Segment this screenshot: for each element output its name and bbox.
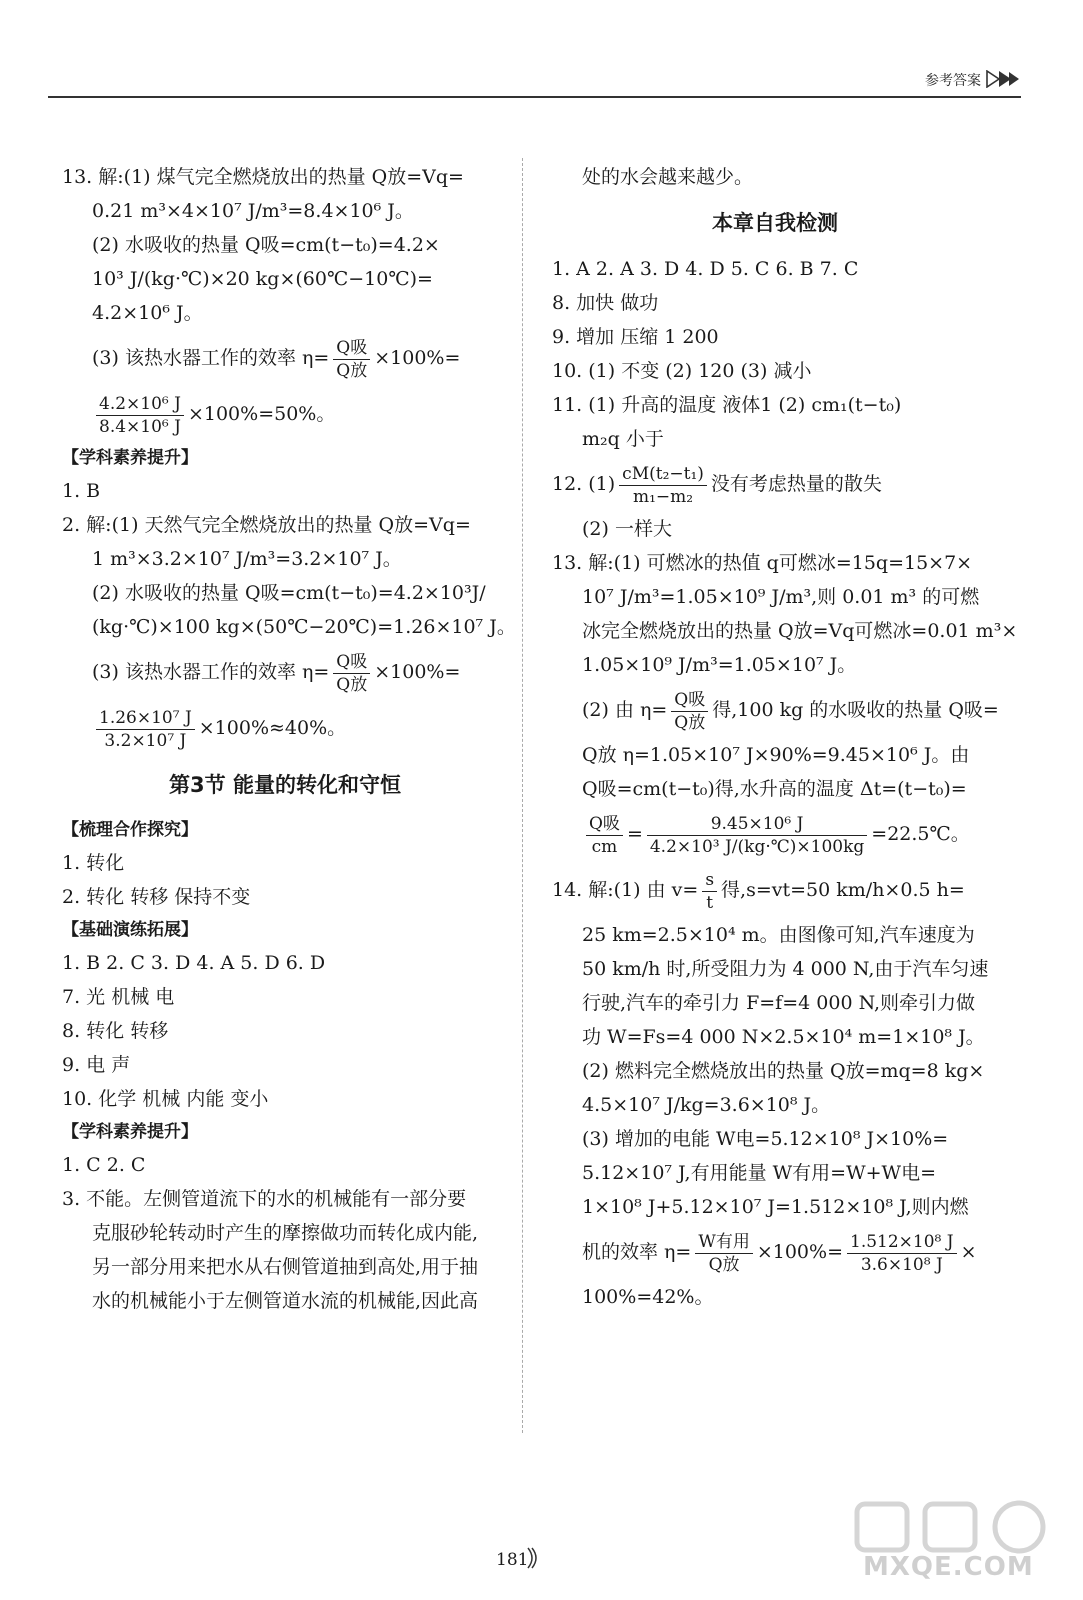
text-line: 克服砂轮转动时产生的摩擦做功而转化成内能,	[92, 1222, 479, 1244]
text-line: 25 km=2.5×10⁴ m。由图像可知,汽车速度为	[582, 924, 975, 946]
text-line: 10. 化学 机械 内能 变小	[62, 1088, 269, 1110]
denominator: Q放	[708, 1254, 740, 1275]
formula-text: (3) 该热水器工作的效率 η=	[92, 661, 330, 683]
fraction	[96, 393, 184, 438]
formula-line	[552, 862, 998, 918]
text-line: 13. 解:(1) 煤气完全燃烧放出的热量 Q放=Vq=	[62, 166, 464, 188]
denominator: 3.2×10⁷ J	[104, 730, 187, 751]
denominator: 4.2×10³ J/(kg·℃)×100kg	[649, 836, 865, 857]
formula-text: ×100%=50%。	[187, 403, 336, 425]
column-divider	[522, 158, 523, 1433]
formula-line	[62, 700, 508, 756]
right-column	[552, 160, 1018, 1314]
text-line: 行驶,汽车的牵引力 F=f=4 000 N,则牵引力做	[582, 992, 976, 1014]
text-line: 3. 不能。左侧管道流下的水的机械能有一部分要	[62, 1188, 467, 1210]
fraction	[671, 689, 708, 734]
formula-text: 得,100 kg 的水吸收的热量 Q吸=	[712, 699, 999, 721]
text-line: (2) 水吸收的热量 Q吸=cm(t−t₀)=4.2×10³J/	[92, 582, 486, 604]
formula-text: ×100%≈40%。	[198, 717, 347, 739]
text-line: 1. A 2. A 3. D 4. D 5. C 6. B 7. C	[552, 258, 859, 280]
watermark	[853, 1498, 1053, 1586]
denominator: Q放	[336, 674, 368, 695]
text-line: 1 m³×3.2×10⁷ J/m³=3.2×10⁷ J。	[92, 548, 402, 570]
text-line: Q放 η=1.05×10⁷ J×90%=9.45×10⁶ J。由	[582, 744, 970, 766]
fraction	[847, 1231, 957, 1276]
text-line: 0.21 m³×4×10⁷ J/m³=8.4×10⁶ J。	[92, 200, 414, 222]
fraction	[333, 337, 370, 382]
numerator: 9.45×10⁶ J	[647, 813, 867, 836]
formula-text: 12. (1)	[552, 473, 616, 495]
numerator: Q吸	[333, 337, 370, 360]
watermark-logo-icon	[853, 1498, 1053, 1558]
text-line: Q吸=cm(t−t₀)得,水升高的温度 Δt=(t−t₀)=	[582, 778, 967, 800]
text-line: 8. 转化 转移	[62, 1020, 169, 1042]
text-line: 冰完全燃烧放出的热量 Q放=Vq可燃冰=0.01 m³×	[582, 620, 1018, 642]
formula-line	[552, 456, 998, 512]
formula-text: ×100%=	[374, 661, 461, 683]
numerator: Q吸	[586, 813, 623, 836]
section-heading: 【基础演练拓展】	[62, 920, 198, 940]
formula-text: 得,s=vt=50 km/h×0.5 h=	[721, 879, 965, 901]
text-line: 9. 增加 压缩 1 200	[552, 326, 719, 348]
formula-line	[552, 806, 998, 862]
text-line: 7. 光 机械 电	[62, 986, 175, 1008]
text-line: 100%=42%。	[582, 1286, 714, 1308]
denominator: t	[706, 892, 714, 913]
fraction	[695, 1231, 752, 1276]
chapter-title: 第3节 能量的转化和守恒	[169, 773, 401, 797]
text-line: 8. 加快 做功	[552, 292, 659, 314]
formula-text: 机的效率 η=	[582, 1241, 692, 1263]
formula-line	[62, 644, 508, 700]
denominator: Q放	[336, 360, 368, 381]
text-line: 水的机械能小于左侧管道水流的机械能,因此高	[92, 1290, 479, 1312]
formula-text: =22.5℃。	[871, 823, 970, 845]
chapter-title: 本章自我检测	[712, 211, 838, 235]
numerator: Q吸	[333, 651, 370, 674]
numerator: 1.26×10⁷ J	[96, 707, 195, 730]
fraction	[96, 707, 195, 752]
text-line: m₂q 小于	[582, 428, 664, 450]
formula-line	[552, 682, 998, 738]
formula-text: 14. 解:(1) 由 v=	[552, 879, 699, 901]
text-line: 另一部分用来把水从右侧管道抽到高处,用于抽	[92, 1256, 479, 1278]
fraction	[647, 813, 867, 858]
numerator: W有用	[695, 1231, 752, 1254]
denominator: Q放	[674, 712, 706, 733]
formula-text: (2) 由 η=	[582, 699, 668, 721]
text-line: (2) 水吸收的热量 Q吸=cm(t−t₀)=4.2×	[92, 234, 440, 256]
text-line: 1. C 2. C	[62, 1154, 146, 1176]
text-line: 10³ J/(kg·℃)×20 kg×(60℃−10℃)=	[92, 268, 433, 290]
header-label: 参考答案	[925, 73, 981, 89]
text-line: 2. 转化 转移 保持不变	[62, 886, 251, 908]
denominator: cm	[591, 836, 618, 857]
numerator: Q吸	[671, 689, 708, 712]
formula-text: =	[626, 823, 643, 845]
double-arrow-icon	[985, 70, 1021, 88]
left-column	[62, 160, 516, 1318]
formula-text: ×100%=	[374, 347, 461, 369]
section-heading: 【学科素养提升】	[62, 448, 198, 468]
text-line: 10. (1) 不变 (2) 120 (3) 减小	[552, 360, 812, 382]
text-line: 13. 解:(1) 可燃冰的热值 q可燃冰=15q=15×7×	[552, 552, 973, 574]
numerator: 1.512×10⁸ J	[847, 1231, 957, 1254]
fraction	[333, 651, 370, 696]
text-line: 4.5×10⁷ J/kg=3.6×10⁸ J。	[582, 1094, 831, 1116]
formula-text: ×	[960, 1241, 977, 1263]
section-heading: 【学科素养提升】	[62, 1122, 198, 1142]
text-line: 9. 电 声	[62, 1054, 131, 1076]
text-line: (2) 一样大	[582, 518, 672, 540]
header-rule	[48, 96, 1021, 98]
fraction	[702, 869, 717, 914]
formula-text: 没有考虑热量的散失	[710, 473, 882, 495]
text-line: 4.2×10⁶ J。	[92, 302, 203, 324]
denominator: 8.4×10⁶ J	[99, 416, 181, 437]
denominator: m₁−m₂	[632, 486, 694, 507]
page-header	[48, 66, 1021, 98]
formula-line	[552, 1224, 998, 1280]
text-line: 5.12×10⁷ J,有用能量 W有用=W+W电=	[582, 1162, 936, 1184]
text-line: 10⁷ J/m³=1.05×10⁹ J/m³,则 0.01 m³ 的可燃	[582, 586, 980, 608]
formula-line	[62, 386, 508, 442]
page-corner-icon	[526, 1546, 540, 1570]
text-line: 处的水会越来越少。	[582, 166, 754, 188]
formula-text: (3) 该热水器工作的效率 η=	[92, 347, 330, 369]
text-line: 2. 解:(1) 天然气完全燃烧放出的热量 Q放=Vq=	[62, 514, 471, 536]
numerator: cM(t₂−t₁)	[619, 463, 707, 486]
text-line: 功 W=Fs=4 000 N×2.5×10⁴ m=1×10⁸ J。	[582, 1026, 985, 1048]
formula-text: ×100%=	[756, 1241, 843, 1263]
text-line: 1. B	[62, 480, 101, 502]
text-line: (kg·℃)×100 kg×(50℃−20℃)=1.26×10⁷ J。	[92, 616, 516, 638]
text-line: 1. B 2. C 3. D 4. A 5. D 6. D	[62, 952, 326, 974]
text-line: 50 km/h 时,所受阻力为 4 000 N,由于汽车匀速	[582, 958, 989, 980]
text-line: 11. (1) 升高的温度 液体1 (2) cm₁(t−t₀)	[552, 394, 902, 416]
formula-line	[62, 330, 508, 386]
text-line: (3) 增加的电能 W电=5.12×10⁸ J×10%=	[582, 1128, 949, 1150]
denominator: 3.6×10⁸ J	[860, 1254, 943, 1275]
fraction	[619, 463, 707, 508]
page-footer	[490, 1544, 540, 1584]
fraction	[586, 813, 623, 858]
text-line: 1×10⁸ J+5.12×10⁷ J=1.512×10⁸ J,则内燃	[582, 1196, 969, 1218]
text-line: 1.05×10⁹ J/m³=1.05×10⁷ J。	[582, 654, 857, 676]
page-number: 181	[496, 1550, 529, 1570]
numerator: 4.2×10⁶ J	[96, 393, 184, 416]
section-heading: 【梳理合作探究】	[62, 820, 198, 840]
text-line: (2) 燃料完全燃烧放出的热量 Q放=mq=8 kg×	[582, 1060, 985, 1082]
text-line: 1. 转化	[62, 852, 125, 874]
watermark-text: MXQE.COM	[863, 1552, 1034, 1582]
numerator: s	[702, 869, 717, 892]
